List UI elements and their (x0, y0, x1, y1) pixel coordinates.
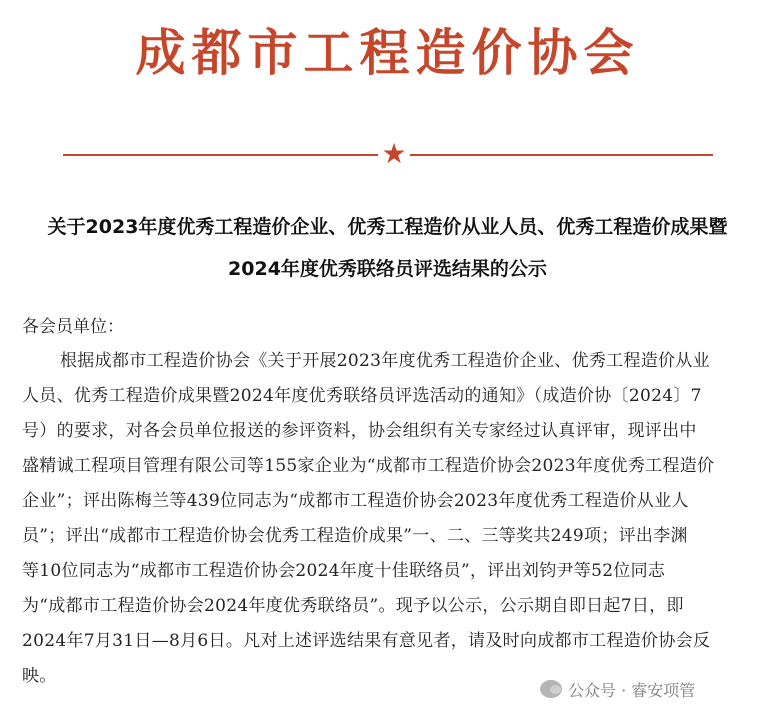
body-line: 2024年7月31日—8月6日。凡对上述评选结果有意见者，请及时向成都市工程造价协会反 (22, 631, 711, 651)
salutation: 各会员单位： (22, 317, 124, 337)
watermark (540, 676, 695, 702)
body-line: 员”；评出“成都市工程造价协会优秀工程造价成果”一、二、三等奖共249项；评出李渊 (22, 526, 688, 546)
notice-title-line2: 2024年度优秀联络员评选结果的公示 (228, 258, 547, 280)
body-line: 等10位同志为“成都市工程造价协会2024年度十佳联络员”，评出刘钧尹等52位同志 (22, 561, 666, 581)
notice-title-line1: 关于2023年度优秀工程造价企业、优秀工程造价从业人员、优秀工程造价成果暨 (47, 216, 728, 238)
body-line: 人员、优秀工程造价成果暨2024年度优秀联络员评选活动的通知》（成造价协〔2024〕7 (22, 386, 702, 406)
star-icon: ★ (381, 137, 407, 170)
watermark-text: 公众号 · 睿安项管 (568, 680, 696, 700)
body-line: 号）的要求，对各会员单位报送的参评资料，协会组织有关专家经过认真评审，现评出中 (22, 421, 697, 441)
divider-left (63, 154, 378, 156)
divider-right (410, 154, 713, 156)
body-line: 为“成都市工程造价协会2024年度优秀联络员”。现予以公示，公示期自即日起7日，即 (22, 596, 684, 616)
org-title: 成都市工程造价协会 (135, 24, 640, 82)
wechat-icon (540, 680, 562, 698)
body-line: 企业”；评出陈梅兰等439位同志为“成都市工程造价协会2023年度优秀工程造价从业人 (22, 491, 689, 511)
body-line: 根据成都市工程造价协会《关于开展2023年度优秀工程造价企业、优秀工程造价从业 (60, 351, 710, 371)
body-line: 映。 (22, 666, 57, 686)
body-line: 盛精诚工程项目管理有限公司等155家企业为“成都市工程造价协会2023年度优秀工程造价 (22, 456, 715, 476)
